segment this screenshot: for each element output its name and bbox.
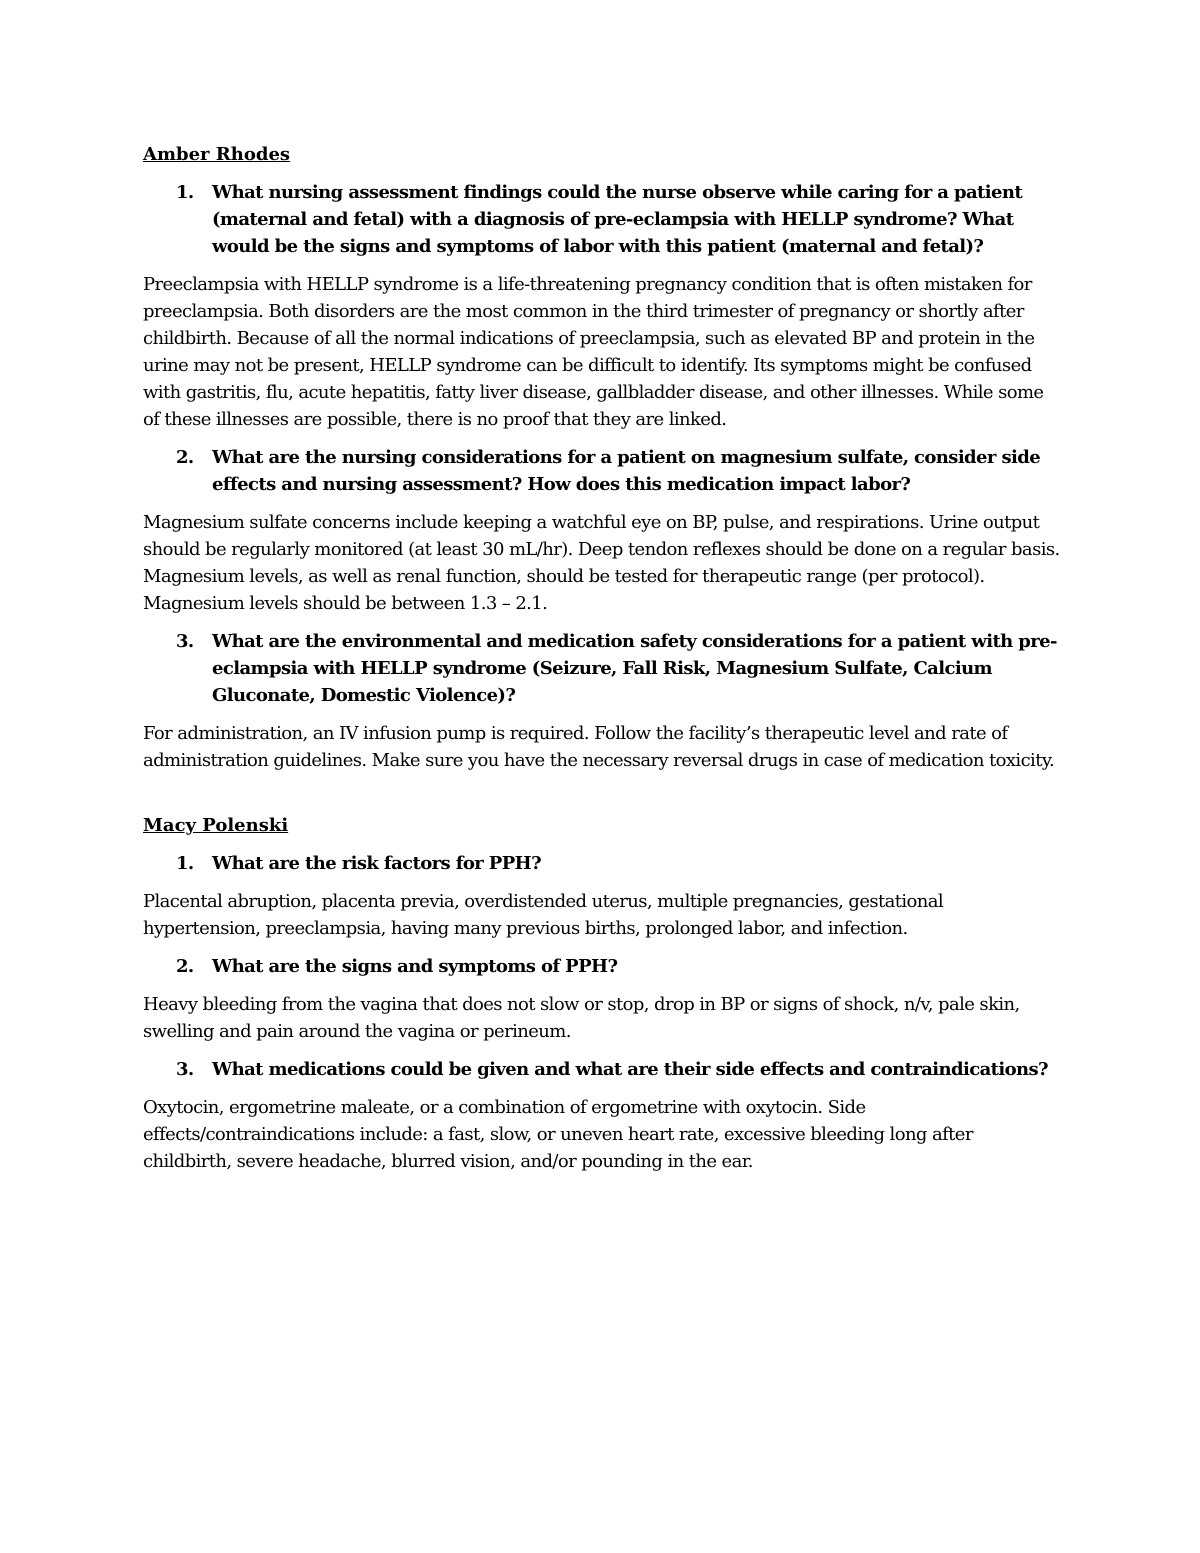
answer-text: Magnesium sulfate concerns include keeping a watchful eye on BP, pulse, and respirations. Urine output should be regularly monitored (at least 30 mL/hr). Deep tendon reflexes should be done on a regular basis. Magnesium levels, as well as renal function, should be tested for therapeutic range (per protocol). Magnesium levels should be between 1.3 – 2.1.: [143, 512, 1060, 614]
author-name: Macy Polenski: [143, 815, 289, 836]
answer-text: Preeclampsia with HELLP syndrome is a life-threatening pregnancy condition that is often mistaken for preeclampsia. Both disorders are the most common in the third trimester of pregnancy or shortly after childbirth. Because of all the normal indications of preeclampsia, such as elevated BP and protein in the urine may not be present, HELLP syndrome can be difficult to identify. Its symptoms might be confused with gastritis, flu, acute hepatitis, fatty liver disease, gallbladder disease, and other illnesses. While some of these illnesses are possible, there is no proof that they are linked.: [143, 274, 1044, 430]
question-text: What are the environmental and medication safety considerations for a patient with pre-eclampsia with HELLP syndrome (Seizure, Fall Risk, Magnesium Sulfate, Calcium Gluconate, Domestic Violence)?: [212, 631, 1057, 706]
answer-text: Placental abruption, placenta previa, overdistended uterus, multiple pregnancies, gestational hypertension, preeclampsia, having many previous births, prolonged labor, and infection.: [143, 891, 944, 939]
question: [143, 953, 1063, 980]
section-amber-rhodes: [143, 141, 1063, 774]
question-text: What medications could be given and what are their side effects and contraindications?: [212, 1059, 1048, 1080]
question-text: What are the signs and symptoms of PPH?: [212, 956, 618, 977]
question-text: What are the nursing considerations for a patient on magnesium sulfate, consider side effects and nursing assessment? How does this medication impact labor?: [212, 447, 1041, 495]
question: [143, 1056, 1063, 1083]
question-text: What nursing assessment findings could the nurse observe while caring for a patient (maternal and fetal) with a diagnosis of pre-eclampsia with HELLP syndrome? What would be the signs and symptoms of labor with this patient (maternal and fetal)?: [212, 182, 1023, 257]
answer-text: For administration, an IV infusion pump is required. Follow the facility’s therapeutic level and rate of administration guidelines. Make sure you have the necessary reversal drugs in case of medication toxicity.: [143, 723, 1055, 771]
section-spacer: [143, 785, 1063, 812]
question-number: 3.: [176, 1059, 194, 1080]
question-number: 1.: [176, 182, 194, 203]
answer-text: Oxytocin, ergometrine maleate, or a combination of ergometrine with oxytocin. Side effects/contraindications include: a fast, slow, or uneven heart rate, excessive bleeding long after childbirth, severe headache, blurred vision, and/or pounding in the ear.: [143, 1097, 973, 1172]
question-number: 3.: [176, 631, 194, 652]
question: [143, 850, 1063, 877]
question: [143, 628, 1063, 709]
question: [143, 179, 1063, 260]
question-number: 2.: [176, 447, 194, 468]
author-name: Amber Rhodes: [143, 144, 291, 165]
question-number: 2.: [176, 956, 194, 977]
document-body: [143, 141, 1063, 1186]
question-number: 1.: [176, 853, 194, 874]
section-macy-polenski: [143, 812, 1063, 1175]
answer-text: Heavy bleeding from the vagina that does not slow or stop, drop in BP or signs of shock, n/v, pale skin, swelling and pain around the vagina or perineum.: [143, 994, 1020, 1042]
question: [143, 444, 1063, 498]
question-text: What are the risk factors for PPH?: [212, 853, 542, 874]
